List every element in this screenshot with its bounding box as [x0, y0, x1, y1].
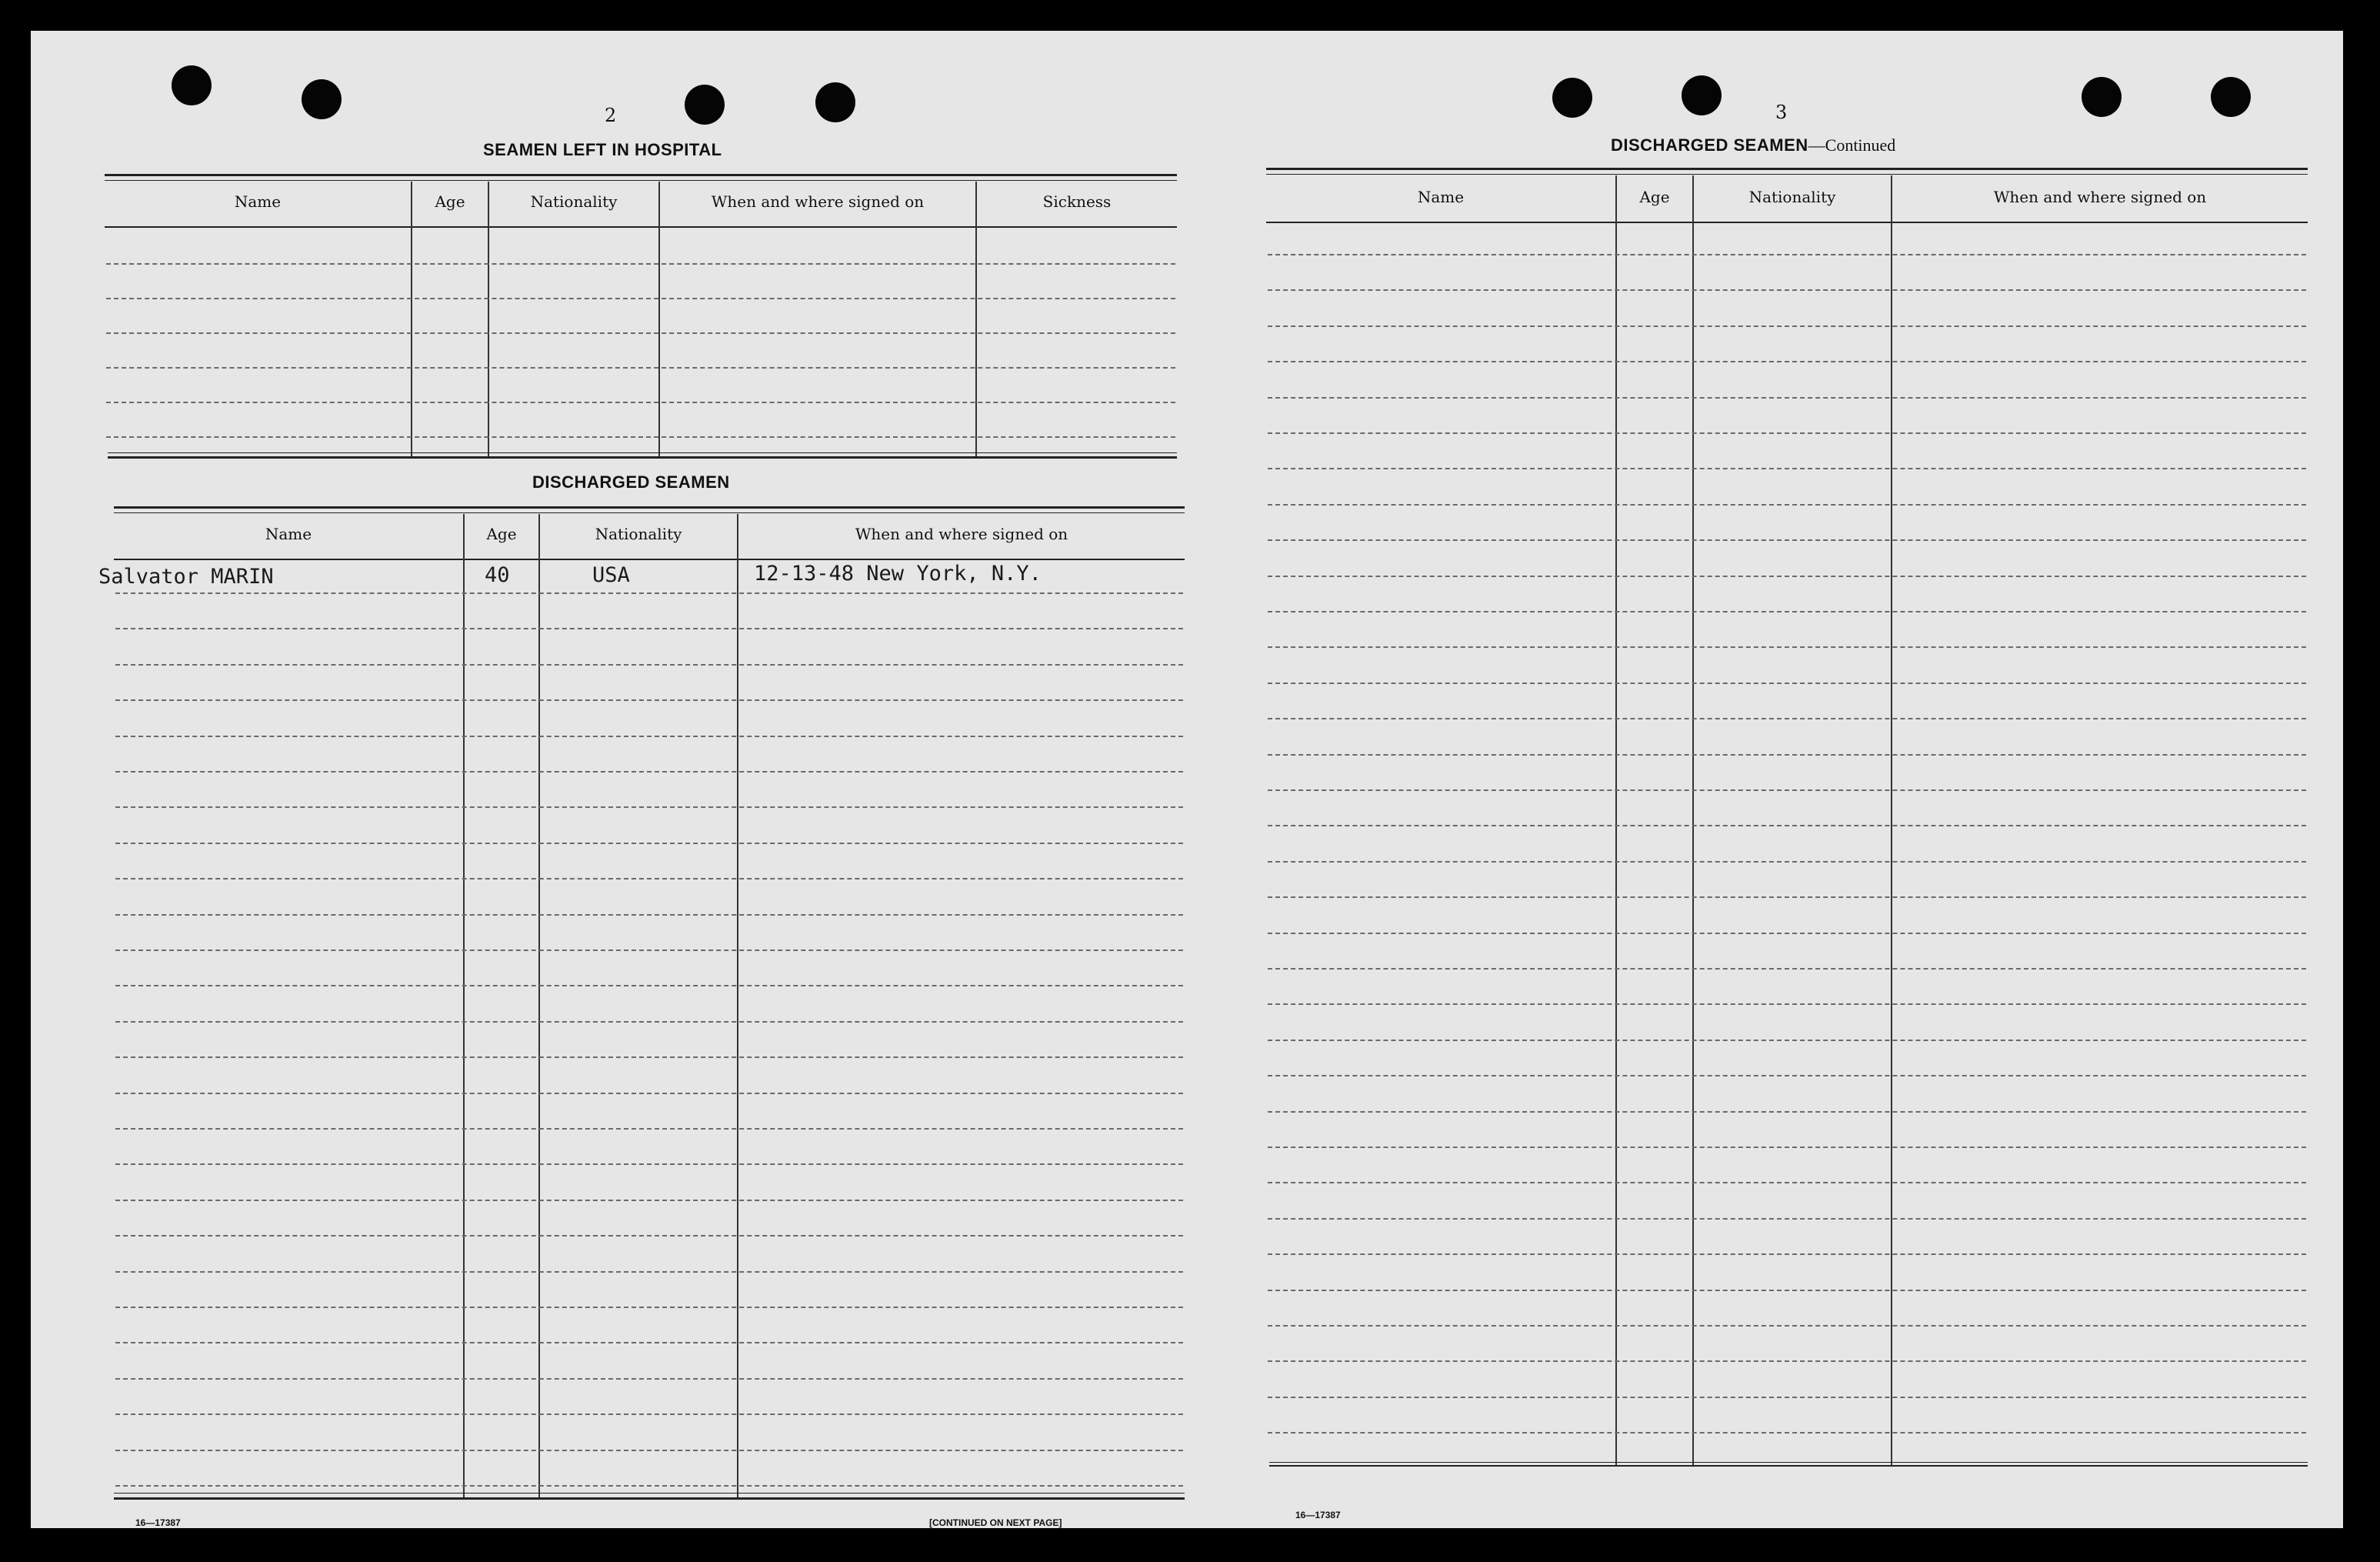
table-top-rule: [114, 512, 1185, 513]
column-divider: [538, 514, 540, 1497]
ruled-line: [1268, 968, 2306, 970]
ruled-line: [1268, 1360, 2306, 1362]
table-top-rule: [114, 506, 1185, 509]
column-divider: [488, 182, 489, 457]
punch-hole: [815, 82, 855, 122]
seaman-nationality: USA: [592, 563, 630, 587]
continued-note: [CONTINUED ON NEXT PAGE]: [929, 1517, 1062, 1528]
ruled-line: [115, 1450, 1183, 1451]
column-header-nationality: Nationality: [530, 192, 618, 211]
ruled-line: [115, 1413, 1183, 1415]
seaman-signed-on: 12-13-48 New York, N.Y.: [754, 562, 1042, 586]
ruled-line: [1268, 718, 2306, 719]
ruled-line: [115, 1342, 1183, 1343]
table-bottom-rule: [1269, 1465, 2308, 1467]
column-divider: [737, 514, 738, 1497]
ruled-line: [1268, 1146, 2306, 1148]
ruled-line: [1268, 896, 2306, 898]
ruled-line: [115, 1056, 1183, 1058]
ruled-line: [115, 914, 1183, 916]
table-top-rule: [105, 174, 1177, 176]
punch-hole: [685, 85, 725, 125]
column-divider: [975, 182, 977, 457]
punch-hole: [302, 79, 342, 119]
ruled-line: [115, 1200, 1183, 1201]
ruled-line: [115, 1128, 1183, 1130]
ruled-line: [115, 1021, 1183, 1023]
page-number: 2: [605, 105, 617, 126]
ruled-line: [1268, 468, 2306, 469]
table-bottom-rule: [114, 1497, 1185, 1500]
seaman-name: Salvator MARIN: [98, 565, 274, 589]
ruled-line: [1268, 539, 2306, 541]
column-header-age: Age: [1639, 188, 1670, 206]
table-top-rule: [1266, 168, 2308, 170]
ruled-line: [1268, 254, 2306, 255]
ruled-line: [1268, 1253, 2306, 1255]
column-header-age: Age: [486, 525, 517, 543]
header-underline: [1266, 222, 2308, 223]
punch-hole: [1552, 78, 1592, 118]
page-number: 3: [1775, 102, 1788, 123]
ruled-line: [1268, 289, 2306, 291]
ruled-line: [1268, 754, 2306, 756]
ruled-line: [1268, 432, 2306, 434]
ruled-line: [1268, 361, 2306, 362]
ruled-line: [1268, 825, 2306, 826]
paper-sheet: [31, 31, 2343, 1528]
header-underline: [105, 226, 1177, 228]
ruled-line: [115, 985, 1183, 986]
ruled-line: [106, 367, 1175, 369]
ruled-line: [1268, 1182, 2306, 1183]
table-bottom-rule: [1269, 1462, 2308, 1463]
ruled-line: [115, 806, 1183, 808]
column-divider: [463, 514, 465, 1497]
ruled-line: [1268, 1040, 2306, 1041]
column-divider: [1891, 175, 1892, 1465]
ruled-line: [1268, 683, 2306, 684]
ruled-line: [115, 1378, 1183, 1380]
ruled-line: [1268, 325, 2306, 327]
ruled-line: [115, 664, 1183, 666]
ruled-line: [106, 436, 1175, 438]
column-header-signed-on: When and where signed on: [711, 192, 925, 211]
ruled-line: [106, 298, 1175, 299]
ruled-line: [1268, 861, 2306, 863]
table-top-rule: [1266, 174, 2308, 175]
column-header-nationality: Nationality: [1748, 188, 1836, 206]
form-number: 16—17387: [1295, 1510, 1341, 1520]
column-divider: [1615, 175, 1617, 1465]
ruled-line: [1268, 1432, 2306, 1434]
ruled-line: [1268, 611, 2306, 612]
ruled-line: [1268, 504, 2306, 506]
ruled-line: [106, 332, 1175, 334]
ruled-line: [115, 699, 1183, 701]
seaman-age: 40: [485, 563, 510, 587]
ruled-line: [115, 771, 1183, 773]
ruled-line: [1268, 789, 2306, 791]
header-underline: [114, 559, 1185, 560]
column-header-nationality: Nationality: [595, 525, 682, 543]
column-header-sickness: Sickness: [1042, 192, 1112, 211]
ruled-line: [106, 263, 1175, 265]
column-divider: [658, 182, 660, 457]
column-header-name: Name: [1417, 188, 1465, 206]
ruled-line: [115, 950, 1183, 951]
title-text: DISCHARGED SEAMEN: [1611, 135, 1808, 155]
title-suffix: —Continued: [1808, 135, 1896, 155]
punch-hole: [172, 65, 212, 105]
column-header-name: Name: [265, 525, 312, 543]
discharged-continued-title: [1611, 135, 1895, 155]
table-bottom-rule: [108, 456, 1177, 459]
ruled-line: [1268, 1325, 2306, 1327]
punch-hole: [2082, 77, 2122, 117]
discharged-section-title: DISCHARGED SEAMEN: [532, 472, 730, 492]
hospital-section-title: SEAMEN LEFT IN HOSPITAL: [483, 140, 722, 159]
column-divider: [411, 182, 412, 457]
column-header-name: Name: [234, 192, 282, 211]
ruled-line: [115, 1163, 1183, 1165]
column-header-signed-on: When and where signed on: [855, 525, 1068, 543]
ruled-line: [115, 628, 1183, 629]
ruled-line: [115, 843, 1183, 844]
ruled-line: [115, 1307, 1183, 1308]
ruled-line: [1268, 1290, 2306, 1291]
ruled-line: [1268, 1111, 2306, 1113]
ruled-line: [1268, 1218, 2306, 1220]
column-header-signed-on: When and where signed on: [1993, 188, 2207, 206]
ruled-line: [115, 592, 1183, 594]
table-top-rule: [105, 180, 1177, 181]
ruled-line: [1268, 576, 2306, 577]
ruled-line: [1268, 646, 2306, 648]
column-header-age: Age: [435, 192, 465, 211]
punch-hole: [1682, 75, 1722, 115]
ruled-line: [1268, 1003, 2306, 1005]
ruled-line: [115, 1235, 1183, 1237]
ruled-line: [1268, 397, 2306, 399]
ruled-line: [115, 878, 1183, 879]
ruled-line: [1268, 933, 2306, 934]
ruled-line: [1268, 1075, 2306, 1076]
column-divider: [1692, 175, 1694, 1465]
ruled-line: [106, 402, 1175, 403]
ruled-line: [1268, 1397, 2306, 1398]
ruled-line: [115, 1093, 1183, 1094]
ruled-line: [115, 1485, 1183, 1487]
ruled-line: [115, 736, 1183, 737]
table-bottom-rule: [108, 452, 1177, 453]
punch-hole: [2211, 77, 2251, 117]
form-number: 16—17387: [135, 1517, 181, 1528]
table-bottom-rule: [114, 1493, 1185, 1494]
ruled-line: [115, 1271, 1183, 1273]
